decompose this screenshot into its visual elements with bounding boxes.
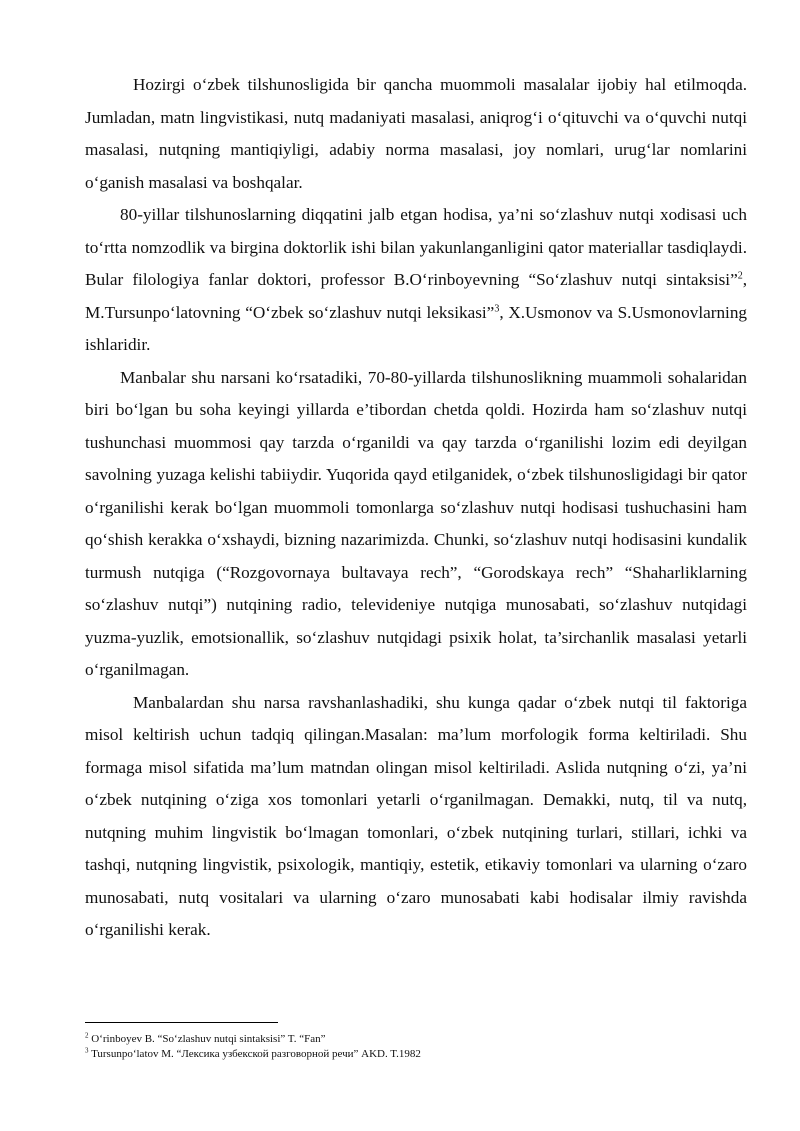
footnote-text: Tursunpo‘latov M. “Лексика узбекской разговорной речи” AKD. T.1982 <box>91 1048 421 1060</box>
paragraph-4: Manbalardan shu narsa ravshanlashadiki, shu kunga qadar o‘zbek nutqi til faktoriga misol keltirish uchun tadqiq qilingan.Masalan: ma’lum morfologik forma keltiriladi. Shu formaga misol sifatida ma’lum matndan olingan misol keltiriladi. Aslida nutqning o‘zi, ya’ni o‘zbek nutqining o‘ziga xos tomonlari yetarli o‘rganilmagan. Demakki, nutq, til va nutq, nutqning muhim lingvistik bo‘lmagan tomonlari, o‘zbek nutqining turlari, stillari, ichki va tashqi, nutqning lingvistik, psixologik, mantiqiy, estetik, etikaviy tomonlari va ularning o‘zaro munosabati, nutq vositalari va ularning o‘zaro munosabati kabi hodisalar ilmiy ravishda o‘rganilishi kerak. <box>85 692 747 939</box>
footnote-ref-2: 2 <box>737 270 743 282</box>
paragraph-3: Manbalar shu narsani ko‘rsatadiki, 70-80-yillarda tilshunoslikning muammoli sohalaridan biri bo‘lgan bu soha keyingi yillarda e’tibordan chetda qoldi. Hozirda ham so‘zlashuv nutqi tushunchasi muommosi qay tarzda o‘rganildi va qay tarzda o‘rganilishi lozim edi deyilgan savolning yuzaga kelishi tabiiydir. Yuqorida qayd etilganidek, o‘zbek tilshunosligidagi bir qator o‘rganilishi kerak bo‘lgan muommoli tomonlarga so‘zlashuv nutqi hodisasi tushuchasini ham qo‘shish kerakka o‘xshaydi, bizning nazarimizda. Chunki, so‘zlashuv nutqi hodisasini kundalik turmush nutqiga (“Rozgovornaya bultavaya rech”, “Gorodskaya rech” “Shaharliklarning so‘zlashuv nutqi”) nutqining radio, televideniye nutqiga munosabati, so‘zlashuv nutqidagi yuzma-yuzlik, emotsionallik, so‘zlashuv nutqidagi psixik holat, ta’sirchanlik masalasi yetarli o‘rganilmagan. <box>85 367 747 679</box>
footnote-mark: 3 <box>85 1046 89 1055</box>
footnote-separator <box>85 1022 278 1023</box>
paragraph-1: Hozirgi o‘zbek tilshunosligida bir qancha muommoli masalalar ijobiy hal etilmoqda. Jumladan, matn lingvistikasi, nutq madaniyati masalasi, aniqrog‘i o‘qituvchi va o‘quvchi nutqi masalasi, nutqning mantiqiyligi, adabiy norma masalasi, joy nomlari, urug‘lar nomlarini o‘ganish masalasi va boshqalar. <box>85 75 747 192</box>
paragraph-2-text-a: 80-yillar tilshunoslarning diqqatini jalb etgan hodisa, ya’ni so‘zlashuv nutqi xodisasi uch to‘rtta nomzodlik va birgina doktorlik ishi bilan yakunlanganligini qator materiallar tasdiqlaydi. Bular filologiya fanlar doktori, professor B.O‘rinboyevning “So‘zlashuv nutqi sintaksisi” <box>85 205 747 289</box>
footnotes <box>85 1022 747 1062</box>
footnote-ref-3: 3 <box>494 302 500 314</box>
paragraph-2-text-b: , M.Tursunpo‘latovning “O‘zbek so‘zlashuv nutqi leksikasi” <box>85 270 747 322</box>
footnote-text: O‘rinboyev B. “So‘zlashuv nutqi sintaksisi” T. “Fan” <box>91 1033 326 1045</box>
footnote-mark: 2 <box>85 1031 89 1040</box>
footnote-3 <box>85 1047 747 1062</box>
document-body <box>85 69 747 947</box>
paragraph-2 <box>85 199 747 362</box>
paragraph-2-text-c: , X.Usmonov va S.Usmonovlarning ishlaridir. <box>85 302 748 354</box>
footnote-2 <box>85 1032 747 1047</box>
